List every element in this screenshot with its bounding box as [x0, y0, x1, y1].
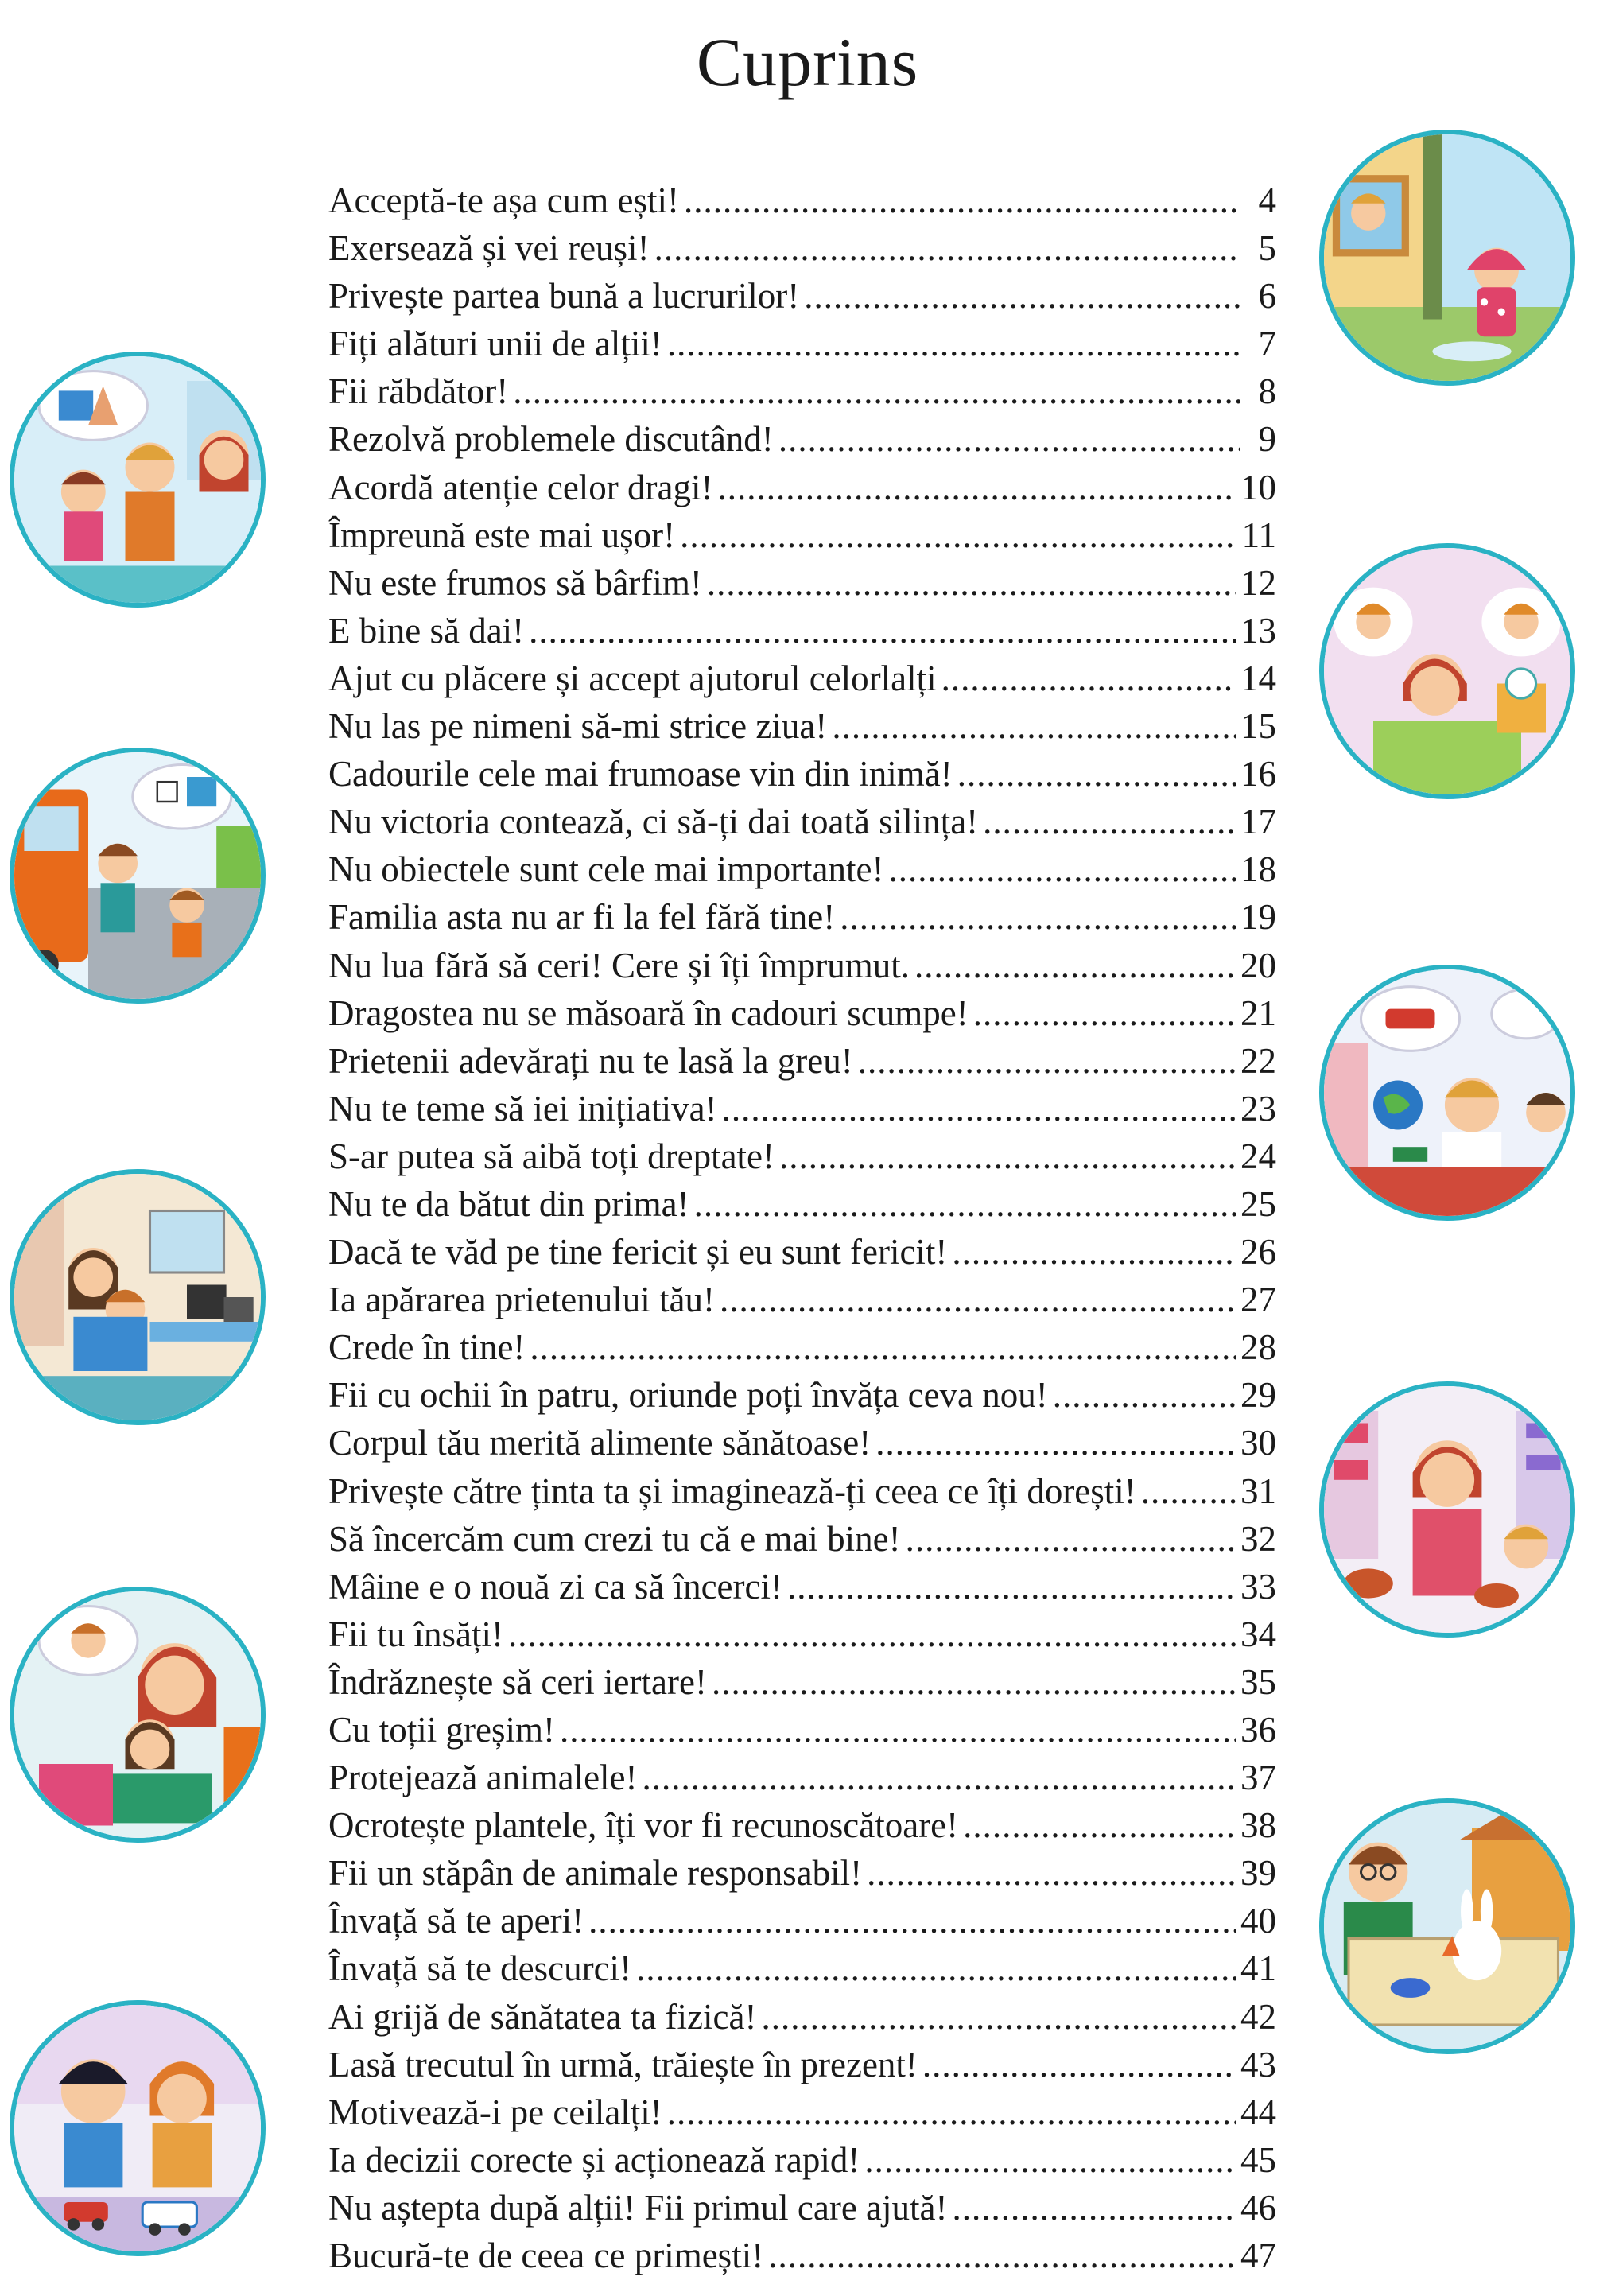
toc-entry[interactable]: [328, 1132, 1276, 1180]
toc-entry-title: Fii răbdător!: [328, 371, 509, 412]
toc-entry-title: Mâine e o nouă zi ca să încerci!: [328, 1566, 782, 1606]
toc-entry-title: Familia asta nu ar fi la fel fără tine!: [328, 897, 836, 938]
toc-entry-title: Învață să te descurci!: [328, 1948, 632, 1989]
toc-entry[interactable]: [328, 893, 1276, 941]
toc-entry-page: 40: [1240, 1901, 1276, 1941]
toc-entry[interactable]: [328, 1754, 1276, 1801]
toc-entry-page: 32: [1240, 1518, 1276, 1559]
toc-entry[interactable]: [328, 1419, 1276, 1467]
toc-entry-title: Nu aștepta după alții! Fii primul care ajută!: [328, 2187, 948, 2228]
toc-entry-title: Nu obiectele sunt cele mai importante!: [328, 849, 884, 890]
toc-entry-page: 41: [1240, 1948, 1276, 1989]
toc-entry[interactable]: [328, 1706, 1276, 1754]
toc-entry[interactable]: [328, 942, 1276, 989]
toc-entry-page: 22: [1240, 1040, 1276, 1081]
toc-entry[interactable]: [328, 989, 1276, 1037]
toc-entry[interactable]: [328, 2184, 1276, 2232]
dot-leader: [778, 415, 1240, 463]
toc-entry[interactable]: [328, 1467, 1276, 1515]
page-title: Cuprins: [696, 24, 919, 100]
dot-leader: [643, 1754, 1236, 1801]
dot-leader: [914, 942, 1236, 989]
toc-entry-title: Ai grijă de sănătatea ta fizică!: [328, 1996, 757, 2037]
dot-leader: [680, 511, 1237, 559]
toc-entry-page: 21: [1240, 993, 1276, 1033]
toc-entry-page: 9: [1258, 419, 1276, 460]
dot-leader: [1053, 1371, 1236, 1419]
toc-entry-page: 14: [1240, 658, 1276, 698]
toc-entry[interactable]: [328, 702, 1276, 750]
toc-entry-page: 36: [1240, 1710, 1276, 1750]
toc-entry-page: 28: [1240, 1327, 1276, 1368]
dot-leader: [973, 989, 1236, 1037]
toc-entry-title: Bucură-te de ceea ce primești!: [328, 2236, 764, 2276]
dot-leader: [530, 1323, 1236, 1371]
dot-leader: [941, 655, 1236, 702]
toc-entry-title: Lasă trecutul în urmă, trăiește în prezent!: [328, 2044, 918, 2084]
toc-entry-page: 29: [1240, 1375, 1276, 1416]
toc-entry-page: 38: [1240, 1805, 1276, 1846]
toc-entry-page: 34: [1240, 1614, 1276, 1654]
dot-leader: [560, 1706, 1236, 1754]
dot-leader: [529, 607, 1236, 655]
toc-entry-title: Privește partea bună a lucrurilor!: [328, 276, 800, 317]
toc-entry[interactable]: [328, 1897, 1276, 1944]
toc-entry-page: 42: [1240, 1996, 1276, 2037]
toc-entry-title: Exersează și vei reuși!: [328, 228, 650, 269]
toc-entry[interactable]: [328, 1180, 1276, 1228]
dot-leader: [636, 1944, 1236, 1992]
toc-entry[interactable]: [328, 559, 1276, 607]
dot-leader: [588, 1897, 1236, 1944]
illustration-shoe-store: [1319, 1381, 1575, 1638]
toc-entry-page: 37: [1240, 1758, 1276, 1798]
dot-leader: [718, 464, 1236, 511]
toc-entry-title: Rezolvă problemele discutând!: [328, 419, 774, 460]
dot-leader: [684, 177, 1240, 224]
dot-leader: [694, 1180, 1236, 1228]
toc-entry-page: 27: [1240, 1280, 1276, 1320]
dot-leader: [963, 1801, 1236, 1849]
toc-entry-title: Fii cu ochii în patru, oriunde poți învăța ceva nou!: [328, 1375, 1048, 1416]
dot-leader: [804, 272, 1240, 320]
toc-entry[interactable]: [328, 2232, 1276, 2279]
toc-entry-page: 17: [1240, 802, 1276, 842]
toc-entry[interactable]: [328, 1276, 1276, 1323]
dot-leader: [667, 320, 1240, 367]
toc-entry[interactable]: [328, 1085, 1276, 1132]
toc-entry[interactable]: [328, 320, 1276, 367]
toc-entry-page: 19: [1240, 897, 1276, 938]
toc-entry[interactable]: [328, 272, 1276, 320]
toc-entry-title: Să încercăm cum crezi tu că e mai bine!: [328, 1518, 901, 1559]
dot-leader: [779, 1132, 1236, 1180]
toc-entry-title: Fii tu însăți!: [328, 1614, 504, 1654]
toc-entry-page: 46: [1240, 2187, 1276, 2228]
toc-entry[interactable]: [328, 1515, 1276, 1563]
dot-leader: [840, 893, 1236, 941]
toc-entry-title: Împreună este mai ușor!: [328, 515, 676, 555]
toc-entry[interactable]: [328, 655, 1276, 702]
illustration-rainy-day-child: [1319, 130, 1575, 386]
toc-entry[interactable]: [328, 464, 1276, 511]
toc-entry-title: Fiți alături unii de alții!: [328, 324, 662, 364]
dot-leader: [867, 1849, 1236, 1897]
dot-leader: [957, 750, 1236, 798]
illustration-children-toy-cars: [10, 2000, 266, 2256]
toc-entry-title: Ajut cu plăcere și accept ajutorul celorlalți: [328, 658, 937, 698]
toc-entry-page: 24: [1240, 1136, 1276, 1176]
toc-entry-title: Acordă atenție celor dragi!: [328, 467, 713, 507]
toc-entry-title: S-ar putea să aibă toți dreptate!: [328, 1136, 775, 1176]
toc-entry-title: Îndrăznește să ceri iertare!: [328, 1661, 707, 1702]
toc-entry-page: 39: [1240, 1853, 1276, 1894]
toc-entry-page: 15: [1240, 706, 1276, 747]
illustration-boys-bus-stop: [10, 748, 266, 1004]
toc-entry[interactable]: [328, 1610, 1276, 1658]
toc-entry[interactable]: [328, 2088, 1276, 2136]
toc-entry[interactable]: [328, 224, 1276, 272]
dot-leader: [654, 224, 1240, 272]
toc-entry-page: 6: [1258, 276, 1276, 317]
dot-leader: [787, 1563, 1236, 1610]
toc-entry[interactable]: [328, 1371, 1276, 1419]
dot-leader: [1141, 1467, 1236, 1515]
dot-leader: [832, 702, 1236, 750]
dot-leader: [889, 845, 1236, 893]
toc-entry-page: 5: [1258, 228, 1276, 269]
toc-entry-title: Corpul tău merită alimente sănătoase!: [328, 1423, 872, 1463]
toc-entry-title: Motivează-i pe ceilalți!: [328, 2092, 662, 2132]
toc-entry-page: 16: [1240, 754, 1276, 794]
toc-entry-page: 26: [1240, 1232, 1276, 1272]
toc-entry[interactable]: [328, 177, 1276, 224]
illustration-mother-girl-reading: [10, 1587, 266, 1843]
table-of-contents: [328, 177, 1276, 2279]
toc-entry-page: 31: [1240, 1470, 1276, 1511]
dot-leader: [722, 1085, 1236, 1132]
toc-entry-title: Nu te da bătut din prima!: [328, 1183, 689, 1224]
toc-entry-title: Cadourile cele mai frumoase vin din inimă!: [328, 754, 953, 794]
toc-entry[interactable]: [328, 1658, 1276, 1706]
toc-entry-title: Acceptă-te așa cum ești!: [328, 181, 680, 220]
toc-entry-title: E bine să dai!: [328, 610, 525, 651]
toc-entry[interactable]: [328, 1323, 1276, 1371]
toc-entry-page: 10: [1240, 467, 1276, 507]
toc-entry-page: 45: [1240, 2139, 1276, 2180]
toc-entry-title: Nu las pe nimeni să-mi strice ziua!: [328, 706, 828, 747]
toc-entry-page: 13: [1240, 610, 1276, 651]
dot-leader: [761, 1993, 1236, 2041]
illustration-mother-daughters-map: [10, 352, 266, 608]
toc-entry-page: 8: [1258, 371, 1276, 412]
toc-entry[interactable]: [328, 1849, 1276, 1897]
dot-leader: [508, 1610, 1236, 1658]
illustration-girl-in-bed: [1319, 543, 1575, 799]
toc-entry[interactable]: [328, 511, 1276, 559]
toc-entry[interactable]: [328, 415, 1276, 463]
toc-entry[interactable]: [328, 798, 1276, 845]
toc-entry-page: 43: [1240, 2044, 1276, 2084]
toc-entry-page: 11: [1241, 515, 1276, 555]
toc-entry-page: 25: [1240, 1183, 1276, 1224]
toc-entry[interactable]: [328, 1563, 1276, 1610]
toc-entry[interactable]: [328, 1037, 1276, 1085]
toc-entry[interactable]: [328, 1801, 1276, 1849]
dot-leader: [768, 2232, 1236, 2279]
toc-entry-page: 35: [1240, 1661, 1276, 1702]
toc-entry-title: Dragostea nu se măsoară în cadouri scumpe!: [328, 993, 969, 1033]
dot-leader: [952, 1228, 1236, 1276]
dot-leader: [513, 367, 1240, 415]
dot-leader: [875, 1419, 1236, 1467]
dot-leader: [707, 559, 1236, 607]
toc-entry-title: Cu toții greșim!: [328, 1710, 555, 1750]
toc-entry-title: Nu lua fără să ceri! Cere și îți împrumut.: [328, 945, 910, 985]
dot-leader: [720, 1276, 1236, 1323]
toc-entry-page: 23: [1240, 1088, 1276, 1129]
dot-leader: [983, 798, 1236, 845]
toc-entry-page: 12: [1240, 562, 1276, 603]
illustration-office-mother-child: [10, 1169, 266, 1425]
dot-leader: [953, 2184, 1236, 2232]
toc-entry-page: 30: [1240, 1423, 1276, 1463]
toc-entry[interactable]: [328, 1993, 1276, 2041]
toc-entry-title: Nu victoria contează, ci să-ți dai toată silința!: [328, 802, 979, 842]
toc-entry-title: Dacă te văd pe tine fericit și eu sunt fericit!: [328, 1232, 948, 1272]
illustration-classroom-globe: [1319, 965, 1575, 1221]
toc-entry-title: Nu te teme să iei inițiativa!: [328, 1088, 717, 1129]
toc-entry[interactable]: [328, 607, 1276, 655]
toc-entry-title: Privește către ținta ta și imaginează-ți ceea ce îți dorești!: [328, 1470, 1136, 1511]
toc-entry-page: 44: [1240, 2092, 1276, 2132]
toc-entry-page: 33: [1240, 1566, 1276, 1606]
dot-leader: [667, 2088, 1236, 2136]
dot-leader: [864, 2136, 1236, 2184]
toc-entry-page: 7: [1258, 324, 1276, 364]
dot-leader: [858, 1037, 1236, 1085]
toc-entry-title: Crede în tine!: [328, 1327, 526, 1368]
toc-entry[interactable]: [328, 1228, 1276, 1276]
toc-entry-page: 47: [1240, 2236, 1276, 2276]
toc-entry[interactable]: [328, 750, 1276, 798]
illustration-rabbit-cage: [1319, 1798, 1575, 2054]
toc-entry-title: Ocrotește plantele, îți vor fi recunoscătoare!: [328, 1805, 959, 1846]
toc-entry[interactable]: [328, 367, 1276, 415]
toc-entry-title: Nu este frumos să bârfim!: [328, 562, 702, 603]
toc-entry-title: Prietenii adevărați nu te lasă la greu!: [328, 1040, 853, 1081]
toc-entry-title: Protejează animalele!: [328, 1758, 638, 1798]
toc-entry-page: 18: [1240, 849, 1276, 890]
toc-entry[interactable]: [328, 2041, 1276, 2088]
toc-entry-title: Învață să te aperi!: [328, 1901, 584, 1941]
dot-leader: [922, 2041, 1236, 2088]
toc-entry[interactable]: [328, 845, 1276, 893]
toc-entry-title: Ia decizii corecte și acționează rapid!: [328, 2139, 860, 2180]
dot-leader: [906, 1515, 1236, 1563]
toc-entry[interactable]: [328, 1944, 1276, 1992]
toc-entry-page: 20: [1240, 945, 1276, 985]
toc-entry-title: Ia apărarea prietenului tău!: [328, 1280, 715, 1320]
dot-leader: [712, 1658, 1236, 1706]
toc-entry-page: 4: [1258, 181, 1276, 220]
toc-entry-title: Fii un stăpân de animale responsabil!: [328, 1853, 863, 1894]
toc-entry[interactable]: [328, 2136, 1276, 2184]
